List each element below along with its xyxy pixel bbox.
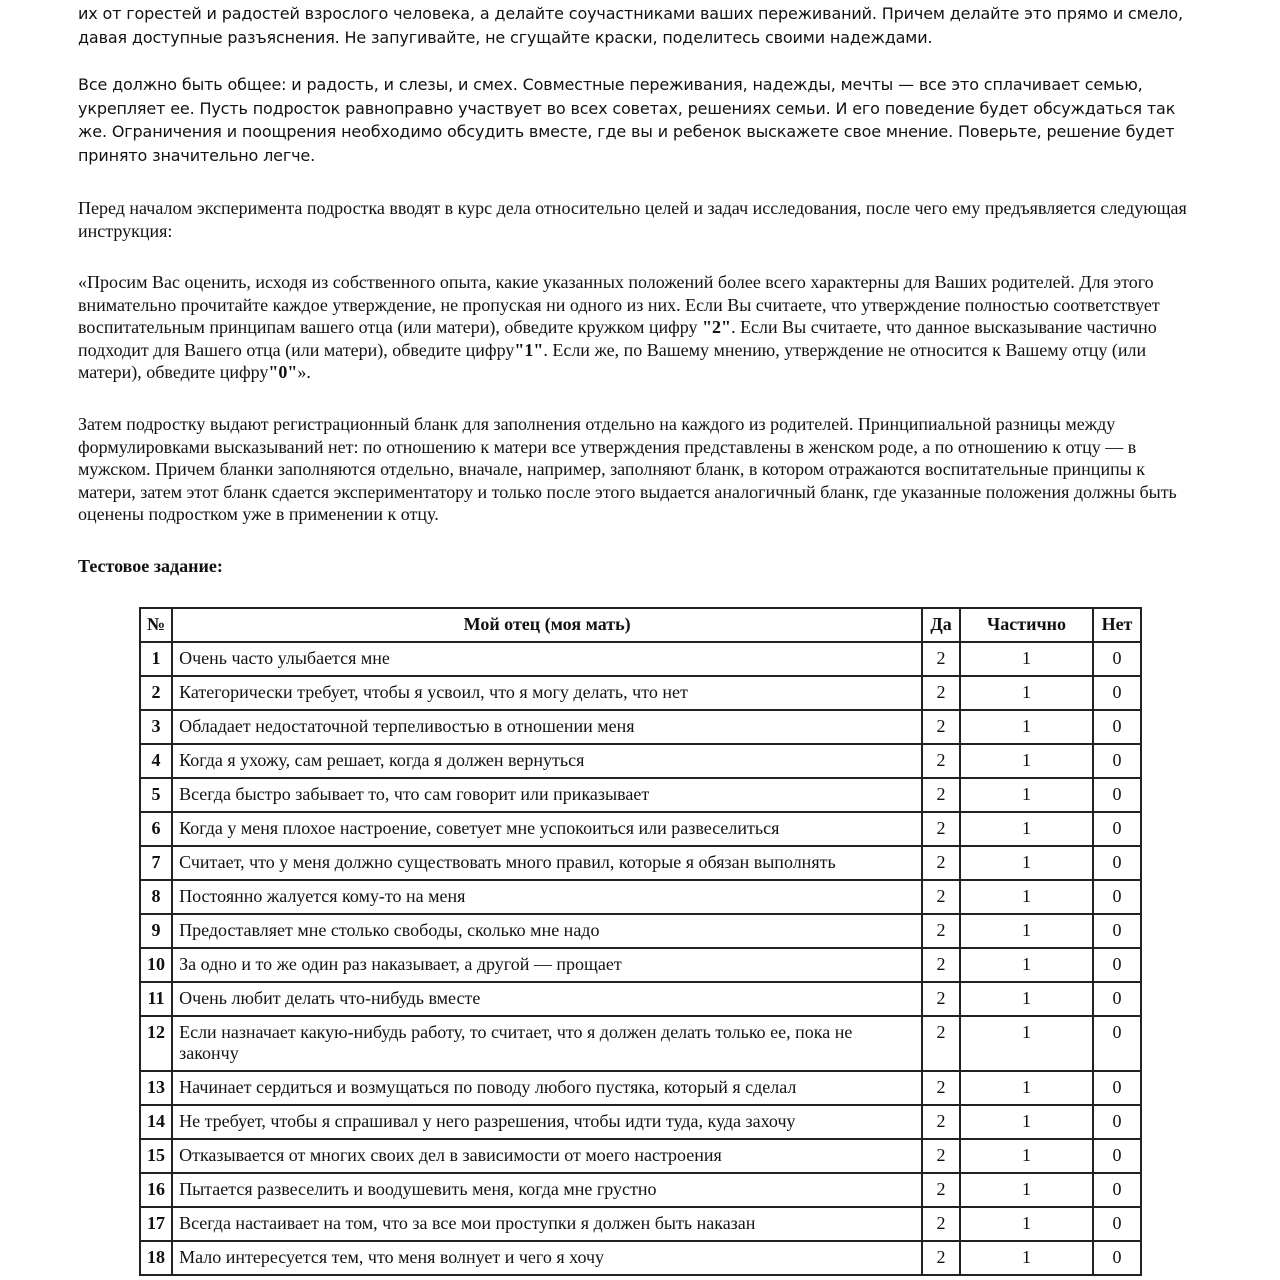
score-yes: 2 xyxy=(922,846,960,880)
score-partly: 1 xyxy=(960,1016,1093,1071)
score-yes: 2 xyxy=(922,948,960,982)
row-number: 8 xyxy=(140,880,172,914)
score-no: 0 xyxy=(1093,1105,1141,1139)
score-partly: 1 xyxy=(960,982,1093,1016)
score-partly: 1 xyxy=(960,812,1093,846)
table-row xyxy=(140,1241,1141,1275)
score-partly: 1 xyxy=(960,880,1093,914)
table-row xyxy=(140,1105,1141,1139)
score-yes: 2 xyxy=(922,982,960,1016)
score-yes: 2 xyxy=(922,1207,960,1241)
row-statement: Считает, что у меня должно существовать много правил, которые я обязан выполнять xyxy=(172,846,922,880)
row-number: 5 xyxy=(140,778,172,812)
row-number: 16 xyxy=(140,1173,172,1207)
test-heading: Тестовое задание: xyxy=(78,556,223,576)
score-partly: 1 xyxy=(960,948,1093,982)
row-statement: Постоянно жалуется кому-то на меня xyxy=(172,880,922,914)
row-number: 10 xyxy=(140,948,172,982)
score-yes: 2 xyxy=(922,1139,960,1173)
row-number: 18 xyxy=(140,1241,172,1275)
table-row xyxy=(140,744,1141,778)
score-yes: 2 xyxy=(922,812,960,846)
table-header-row xyxy=(140,608,1141,642)
score-no: 0 xyxy=(1093,1071,1141,1105)
score-partly: 1 xyxy=(960,710,1093,744)
score-yes: 2 xyxy=(922,914,960,948)
instruction-value-2: "2" xyxy=(702,317,732,337)
score-no: 0 xyxy=(1093,778,1141,812)
score-no: 0 xyxy=(1093,812,1141,846)
score-yes: 2 xyxy=(922,744,960,778)
score-no: 0 xyxy=(1093,880,1141,914)
row-statement: Пытается развеселить и воодушевить меня, когда мне грустно xyxy=(172,1173,922,1207)
table-row xyxy=(140,676,1141,710)
table-row xyxy=(140,880,1141,914)
instruction-text-3: . Если же, по Вашему мнению, утверждение не относится к Вашему отцу (или матери), обведите цифру xyxy=(78,339,1147,382)
row-number: 1 xyxy=(140,642,172,676)
row-statement: Категорически требует, чтобы я усвоил, что я могу делать, что нет xyxy=(172,676,922,710)
score-no: 0 xyxy=(1093,744,1141,778)
table-row xyxy=(140,1173,1141,1207)
score-yes: 2 xyxy=(922,642,960,676)
row-number: 2 xyxy=(140,676,172,710)
test-table xyxy=(139,607,1142,1276)
header-num: № xyxy=(140,608,172,642)
row-number: 15 xyxy=(140,1139,172,1173)
score-no: 0 xyxy=(1093,1173,1141,1207)
score-partly: 1 xyxy=(960,846,1093,880)
row-statement: Начинает сердиться и возмущаться по поводу любого пустяка, который я сделал xyxy=(172,1071,922,1105)
instruction-value-1: "1" xyxy=(514,339,544,360)
score-no: 0 xyxy=(1093,1139,1141,1173)
score-partly: 1 xyxy=(960,1139,1093,1173)
header-no: Нет xyxy=(1093,608,1141,642)
score-no: 0 xyxy=(1093,1241,1141,1275)
score-no: 0 xyxy=(1093,676,1141,710)
score-yes: 2 xyxy=(922,1016,960,1071)
table-row xyxy=(140,1071,1141,1105)
row-statement: За одно и то же один раз наказывает, а другой — прощает xyxy=(172,948,922,982)
table-row xyxy=(140,1207,1141,1241)
score-partly: 1 xyxy=(960,1071,1093,1105)
header-yes: Да xyxy=(922,608,960,642)
table-row xyxy=(140,710,1141,744)
score-partly: 1 xyxy=(960,914,1093,948)
table-row xyxy=(140,1016,1141,1071)
row-statement: Когда у меня плохое настроение, советует мне успокоиться или развеселиться xyxy=(172,812,922,846)
row-number: 4 xyxy=(140,744,172,778)
table-row xyxy=(140,948,1141,982)
row-statement: Очень любит делать что-нибудь вместе xyxy=(172,982,922,1016)
score-no: 0 xyxy=(1093,1207,1141,1241)
score-yes: 2 xyxy=(922,710,960,744)
table-row xyxy=(140,982,1141,1016)
row-statement: Очень часто улыбается мне xyxy=(172,642,922,676)
row-statement: Всегда быстро забывает то, что сам говорит или приказывает xyxy=(172,778,922,812)
score-no: 0 xyxy=(1093,710,1141,744)
header-statement: Мой отец (моя мать) xyxy=(172,608,922,642)
score-partly: 1 xyxy=(960,1241,1093,1275)
row-statement: Всегда настаивает на том, что за все мои проступки я должен быть наказан xyxy=(172,1207,922,1241)
paragraph-shared-family-life: Все должно быть общее: и радость, и слезы, и смех. Совместные переживания, надежды, мечты — все это сплачивает семью, укрепляет ее. Пусть подросток равноправно участвует во всех советах, решениях семьи. И его поведение будет обсуждаться так же. Ограничения и поощрения необходимо обсудить вместе, где вы и ребенок выскажете свое мнение. Поверьте, решение будет принято значительно легче. xyxy=(78,75,1176,165)
score-no: 0 xyxy=(1093,1016,1141,1071)
paragraph-advice-end: их от горестей и радостей взрослого человека, а делайте соучастниками ваших переживаний. Причем делайте это прямо и смело, давая доступные разъяснения. Не запугивайте, не сгущайте краски, поделитесь своими надеждами. xyxy=(78,4,1183,47)
score-no: 0 xyxy=(1093,948,1141,982)
table-row xyxy=(140,846,1141,880)
instruction-text-1: «Просим Вас оценить, исходя из собственного опыта, какие указанных положений более всего характерны для Ваших родителей. Для этого внимательно прочитайте каждое утверждение, не пропуская ни одного из них. Если Вы считаете, что утверждение полностью соответствует воспитательным принципам вашего отца (или матери), обведите кружком цифру xyxy=(78,272,1160,337)
row-number: 9 xyxy=(140,914,172,948)
score-yes: 2 xyxy=(922,1173,960,1207)
instruction-text-4: ». xyxy=(297,362,311,382)
score-partly: 1 xyxy=(960,778,1093,812)
table-row xyxy=(140,778,1141,812)
header-partly: Частично xyxy=(960,608,1093,642)
instruction-value-0: "0" xyxy=(268,362,298,382)
table-row xyxy=(140,642,1141,676)
score-yes: 2 xyxy=(922,1105,960,1139)
row-number: 14 xyxy=(140,1105,172,1139)
row-number: 13 xyxy=(140,1071,172,1105)
score-partly: 1 xyxy=(960,642,1093,676)
score-partly: 1 xyxy=(960,1207,1093,1241)
score-yes: 2 xyxy=(922,676,960,710)
paragraph-experiment-intro: Перед началом эксперимента подростка вводят в курс дела относительно целей и задач исследования, после чего ему предъявляется следующая инструкция: xyxy=(78,198,1187,241)
score-no: 0 xyxy=(1093,642,1141,676)
row-number: 6 xyxy=(140,812,172,846)
score-yes: 2 xyxy=(922,778,960,812)
row-number: 3 xyxy=(140,710,172,744)
score-yes: 2 xyxy=(922,880,960,914)
score-yes: 2 xyxy=(922,1241,960,1275)
row-number: 7 xyxy=(140,846,172,880)
table-row xyxy=(140,812,1141,846)
row-statement: Обладает недостаточной терпеливостью в отношении меня xyxy=(172,710,922,744)
paragraph-instruction xyxy=(78,271,1202,384)
row-statement: Мало интересуется тем, что меня волнует и чего я хочу xyxy=(172,1241,922,1275)
table-row xyxy=(140,914,1141,948)
score-no: 0 xyxy=(1093,846,1141,880)
score-partly: 1 xyxy=(960,1173,1093,1207)
score-no: 0 xyxy=(1093,914,1141,948)
score-yes: 2 xyxy=(922,1071,960,1105)
score-partly: 1 xyxy=(960,744,1093,778)
row-statement: Не требует, чтобы я спрашивал у него разрешения, чтобы идти туда, куда захочу xyxy=(172,1105,922,1139)
score-partly: 1 xyxy=(960,676,1093,710)
row-number: 17 xyxy=(140,1207,172,1241)
instruction-text-2: . Если Вы считаете, что данное высказывание частично подходит для Вашего отца (или матери), обведите цифру xyxy=(78,317,1157,360)
row-statement: Если назначает какую-нибудь работу, то считает, что я должен делать только ее, пока не закончу xyxy=(172,1016,922,1071)
row-statement: Отказывается от многих своих дел в зависимости от моего настроения xyxy=(172,1139,922,1173)
score-partly: 1 xyxy=(960,1105,1093,1139)
row-statement: Когда я ухожу, сам решает, когда я должен вернуться xyxy=(172,744,922,778)
score-no: 0 xyxy=(1093,982,1141,1016)
row-number: 12 xyxy=(140,1016,172,1071)
row-statement: Предоставляет мне столько свободы, сколько мне надо xyxy=(172,914,922,948)
paragraph-registration-form: Затем подростку выдают регистрационный бланк для заполнения отдельно на каждого из родителей. Принципиальной разницы между формулировками высказываний нет: по отношению к матери все утверждения представлены в женском роде, а по отношению к отцу — в мужском. Причем бланки заполняются отдельно, вначале, например, заполняют бланк, в котором отражаются воспитательные принципы к матери, затем этот бланк сдается экспериментатору и только после этого выдается аналогичный бланк, где указанные положения должны быть оценены подростком уже в применении к отцу. xyxy=(78,414,1177,524)
row-number: 11 xyxy=(140,982,172,1016)
table-row xyxy=(140,1139,1141,1173)
